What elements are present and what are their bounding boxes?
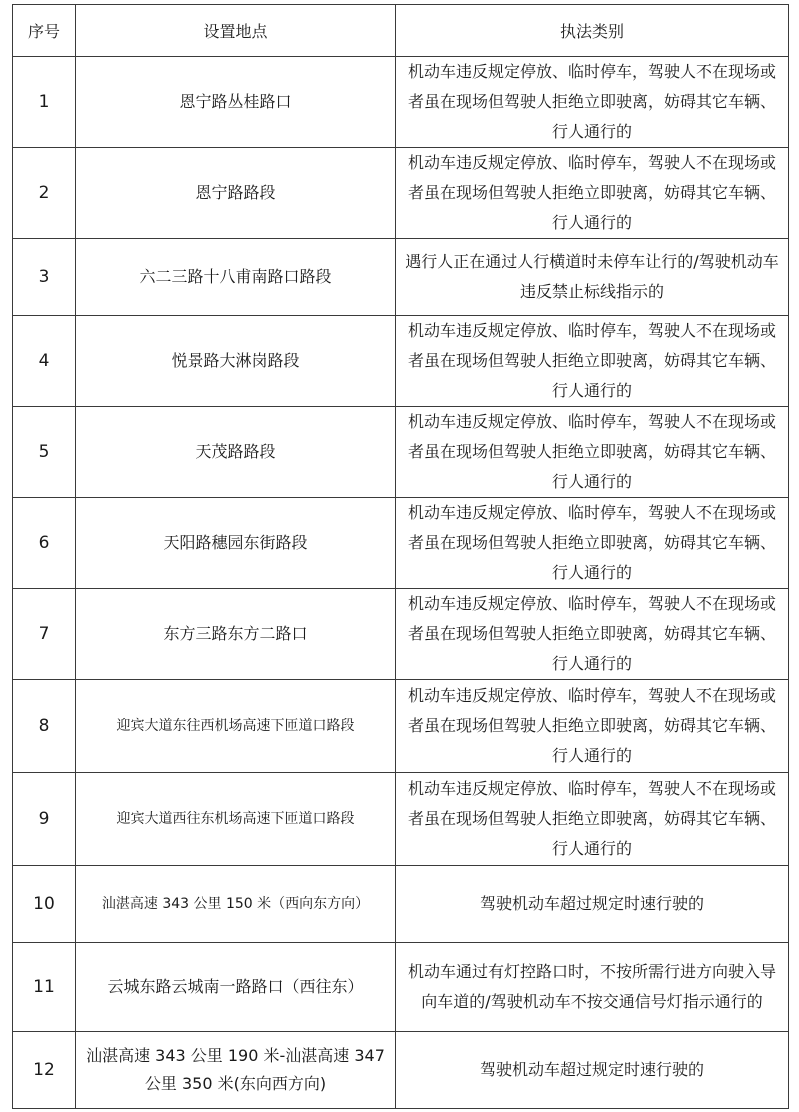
row-serial: 9 <box>13 773 76 866</box>
row-location: 天茂路路段 <box>76 407 396 498</box>
row-location: 东方三路东方二路口 <box>76 589 396 680</box>
header-location: 设置地点 <box>76 5 396 57</box>
table-row <box>13 498 789 589</box>
table-header-row <box>13 5 789 57</box>
row-serial: 8 <box>13 680 76 773</box>
row-location: 天阳路穗园东街路段 <box>76 498 396 589</box>
table-row <box>13 239 789 316</box>
row-category: 机动车违反规定停放、临时停车，驾驶人不在现场或者虽在现场但驾驶人拒绝立即驶离，妨碍其它车辆、行人通行的 <box>396 498 789 589</box>
row-category: 机动车违反规定停放、临时停车，驾驶人不在现场或者虽在现场但驾驶人拒绝立即驶离，妨碍其它车辆、行人通行的 <box>396 680 789 773</box>
row-location: 恩宁路丛桂路口 <box>76 57 396 148</box>
table-row <box>13 866 789 943</box>
row-category: 机动车违反规定停放、临时停车，驾驶人不在现场或者虽在现场但驾驶人拒绝立即驶离，妨碍其它车辆、行人通行的 <box>396 407 789 498</box>
table-row <box>13 316 789 407</box>
row-serial: 6 <box>13 498 76 589</box>
row-serial: 2 <box>13 148 76 239</box>
row-category: 机动车违反规定停放、临时停车，驾驶人不在现场或者虽在现场但驾驶人拒绝立即驶离，妨碍其它车辆、行人通行的 <box>396 57 789 148</box>
table-row <box>13 1032 789 1109</box>
table-row <box>13 148 789 239</box>
row-location: 恩宁路路段 <box>76 148 396 239</box>
row-serial: 5 <box>13 407 76 498</box>
table-row <box>13 57 789 148</box>
row-location: 云城东路云城南一路路口（西往东） <box>76 943 396 1032</box>
table-row <box>13 680 789 773</box>
row-location: 悦景路大淋岗路段 <box>76 316 396 407</box>
row-category: 机动车违反规定停放、临时停车，驾驶人不在现场或者虽在现场但驾驶人拒绝立即驶离，妨碍其它车辆、行人通行的 <box>396 773 789 866</box>
row-serial: 11 <box>13 943 76 1032</box>
row-category: 遇行人正在通过人行横道时未停车让行的/驾驶机动车违反禁止标线指示的 <box>396 239 789 316</box>
row-category: 驾驶机动车超过规定时速行驶的 <box>396 866 789 943</box>
enforcement-table <box>12 4 789 1109</box>
table-row <box>13 943 789 1032</box>
table-row <box>13 407 789 498</box>
row-category: 机动车违反规定停放、临时停车，驾驶人不在现场或者虽在现场但驾驶人拒绝立即驶离，妨碍其它车辆、行人通行的 <box>396 148 789 239</box>
row-serial: 10 <box>13 866 76 943</box>
row-category: 机动车违反规定停放、临时停车，驾驶人不在现场或者虽在现场但驾驶人拒绝立即驶离，妨碍其它车辆、行人通行的 <box>396 589 789 680</box>
row-category: 驾驶机动车超过规定时速行驶的 <box>396 1032 789 1109</box>
row-location: 迎宾大道西往东机场高速下匝道口路段 <box>76 773 396 866</box>
header-category: 执法类别 <box>396 5 789 57</box>
table-row <box>13 589 789 680</box>
row-category: 机动车通过有灯控路口时，不按所需行进方向驶入导向车道的/驾驶机动车不按交通信号灯指示通行的 <box>396 943 789 1032</box>
row-location: 六二三路十八甫南路口路段 <box>76 239 396 316</box>
row-location: 汕湛高速 343 公里 150 米（西向东方向） <box>76 866 396 943</box>
row-serial: 12 <box>13 1032 76 1109</box>
row-serial: 1 <box>13 57 76 148</box>
row-serial: 4 <box>13 316 76 407</box>
row-location: 汕湛高速 343 公里 190 米-汕湛高速 347 公里 350 米(东向西方向) <box>76 1032 396 1109</box>
row-category: 机动车违反规定停放、临时停车，驾驶人不在现场或者虽在现场但驾驶人拒绝立即驶离，妨碍其它车辆、行人通行的 <box>396 316 789 407</box>
table-row <box>13 773 789 866</box>
row-serial: 3 <box>13 239 76 316</box>
row-location: 迎宾大道东往西机场高速下匝道口路段 <box>76 680 396 773</box>
header-serial: 序号 <box>13 5 76 57</box>
row-serial: 7 <box>13 589 76 680</box>
